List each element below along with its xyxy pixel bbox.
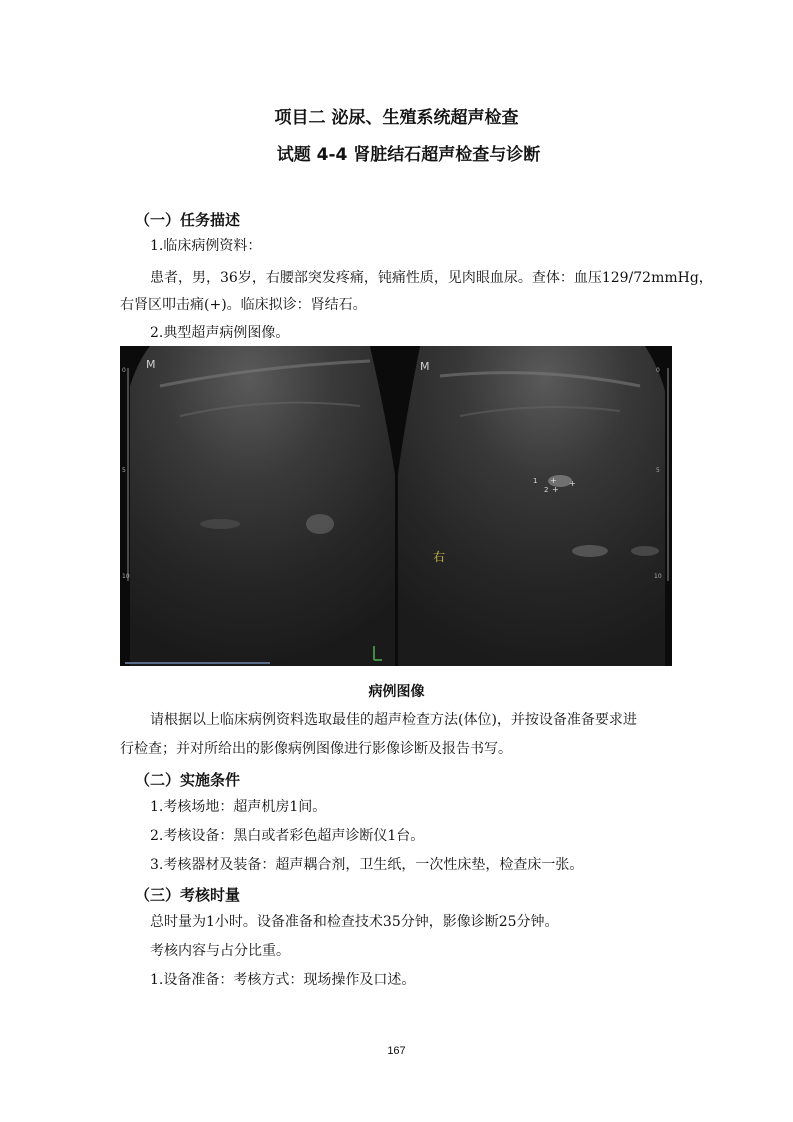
instruction-line-1: 请根据以上临床病例资料选取最佳的超声检查方法(体位)，并按设备准备要求进 [150, 712, 637, 728]
side-label: 右 [433, 550, 446, 564]
prep-line: 1.设备准备：考核方式：现场操作及口述。 [150, 972, 416, 988]
caliper-label-2: 2 [544, 486, 549, 494]
case-line-1: 患者，男，36岁，右腰部突发疼痛，钝痛性质，见肉眼血尿。查体：血压129/72mmHg， [150, 270, 713, 286]
image-caption: 病例图像 [368, 684, 425, 700]
depth-label-10: 10 [122, 573, 130, 580]
caliper-label-1: 1 [533, 477, 538, 485]
svg-text:10: 10 [654, 573, 662, 580]
content-line: 考核内容与占分比重。 [150, 943, 290, 959]
depth-label-5: 5 [122, 467, 126, 474]
svg-text:+: + [569, 479, 576, 488]
time-line: 总时量为1小时。设备准备和检查技术35分钟，影像诊断25分钟。 [150, 914, 559, 930]
svg-text:5: 5 [656, 467, 660, 474]
svg-text:+: + [550, 476, 557, 485]
svg-text:+: + [552, 485, 559, 494]
case-line-2: 右肾区叩击痛(+)。临床拟诊：肾结石。 [120, 297, 367, 313]
left-sector [130, 346, 395, 666]
svg-text:0: 0 [656, 367, 660, 374]
exam-title: 试题 4-4 肾脏结石超声检查与诊断 [276, 145, 541, 165]
case-data-label: 1.临床病例资料： [150, 238, 262, 254]
ultrasound-figure [120, 346, 672, 666]
right-sector [398, 346, 665, 666]
depth-label-0: 0 [122, 367, 126, 374]
project-title: 项目二 泌尿、生殖系统超声检查 [274, 108, 519, 128]
right-marker: M [420, 360, 430, 373]
section-time-heading: （三）考核时量 [135, 886, 241, 904]
left-marker: M [146, 358, 156, 371]
image-item-label: 2.典型超声病例图像。 [150, 325, 290, 341]
condition-2: 2.考核设备：黑白或者彩色超声诊断仪1台。 [150, 828, 425, 844]
ultrasound-image [120, 346, 672, 666]
section-task-heading: （一）任务描述 [135, 211, 241, 229]
condition-3: 3.考核器材及装备：超声耦合剂，卫生纸，一次性床垫，检查床一张。 [150, 857, 584, 873]
condition-1: 1.考核场地：超声机房1间。 [150, 799, 327, 815]
section-conditions-heading: （二）实施条件 [135, 771, 241, 789]
page-number: 167 [387, 1045, 406, 1057]
instruction-line-2: 行检查；并对所给出的影像病例图像进行影像诊断及报告书写。 [120, 741, 512, 757]
